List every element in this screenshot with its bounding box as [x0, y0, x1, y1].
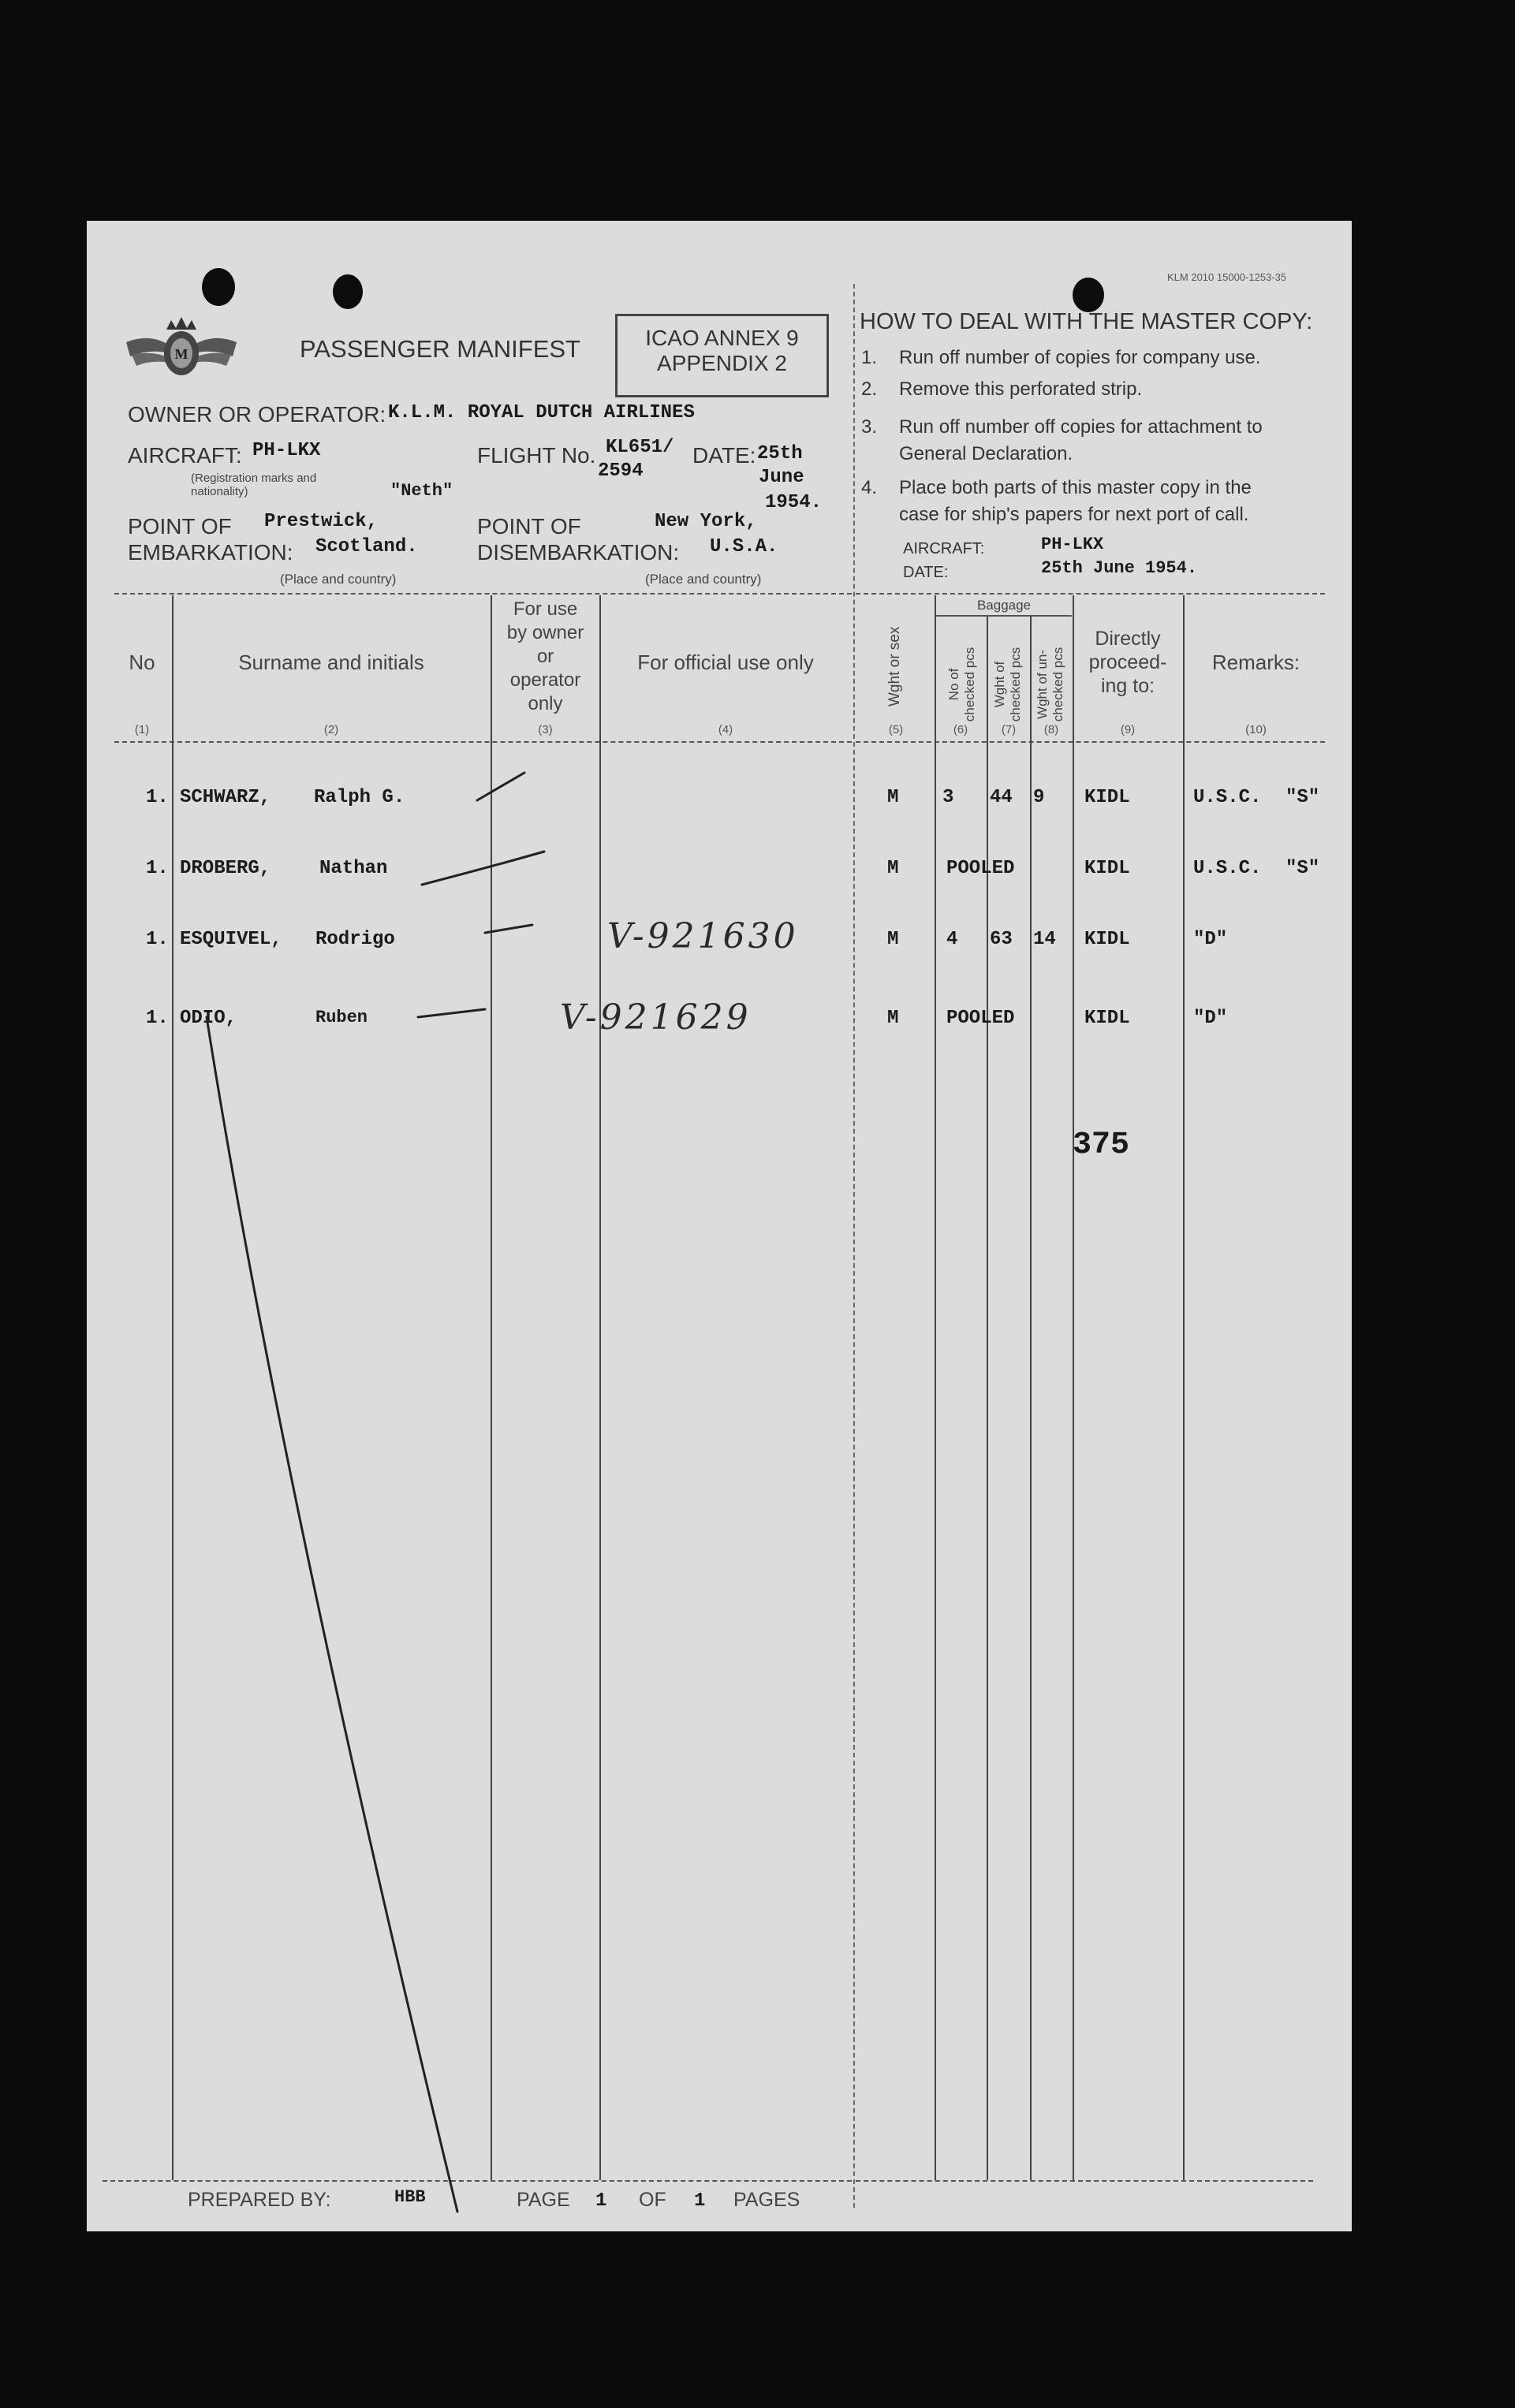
col-num: (2) [323, 723, 339, 736]
row-initials: Ruben [315, 1008, 368, 1027]
row-dest: KIDL [1084, 929, 1130, 950]
disembark-label2: DISEMBARKATION: [477, 540, 680, 565]
row-sex: M [887, 858, 899, 879]
embark-value1: Prestwick, [264, 511, 379, 532]
col-name-header: Surname and initials [238, 650, 424, 674]
pen-strokes [87, 221, 1352, 2231]
aircraft-value: PH-LKX [252, 440, 321, 461]
form-title: PASSENGER MANIFEST [300, 335, 580, 363]
of-label: OF [639, 2189, 666, 2211]
row-sex: M [887, 1008, 899, 1029]
col-wght-checked-header: Wght of checked pcs [992, 647, 1023, 722]
owner-value: K.L.M. ROYAL DUTCH AIRLINES [388, 402, 695, 423]
flight-value1: KL651/ [606, 437, 674, 458]
date-label: DATE: [692, 443, 756, 468]
flight-label: FLIGHT No. [477, 443, 596, 468]
col-num: (3) [538, 723, 553, 736]
col-weight-sex-header: Wght or sex [886, 626, 903, 706]
embark-note: (Place and country) [280, 572, 397, 587]
row-dest: KIDL [1084, 1008, 1130, 1029]
date-value3: 1954. [765, 492, 823, 513]
row-dest: KIDL [1084, 858, 1130, 879]
row-remark-2: "S" [1286, 787, 1320, 808]
row-remark: "D" [1193, 1008, 1228, 1029]
col-num: (6) [953, 723, 968, 736]
row-official-number: V-921630 [607, 916, 799, 956]
row-wght: 44 [990, 787, 1013, 808]
aircraft-note: (Registration marks and nationality) [191, 472, 317, 498]
instr-date-value: 25th June 1954. [1041, 558, 1198, 578]
instr-date-label: DATE: [903, 564, 949, 581]
row-pcs: 3 [942, 787, 954, 808]
instruction-3-line2: General Declaration. [899, 443, 1073, 464]
row-surname: DROBERG, [180, 858, 271, 879]
embark-value2: Scotland. [315, 536, 418, 557]
col-no-header: No [129, 650, 155, 674]
disembark-label1: POINT OF [477, 514, 581, 539]
col-num: (9) [1120, 723, 1136, 736]
instruction-3-line1: Run off number off copies for attachment to [899, 416, 1263, 438]
disembark-value2: U.S.A. [710, 536, 778, 557]
row-remark-2: "S" [1286, 858, 1320, 879]
col-directly-header: Directly proceed- ing to: [1088, 628, 1167, 697]
page-label: PAGE [517, 2189, 570, 2211]
row-wght: 63 [990, 929, 1013, 950]
row-pcs: POOLED [946, 1008, 1015, 1029]
instruction-num-4: 4. [861, 477, 878, 498]
row-no: 1. [146, 858, 169, 879]
row-initials: Ralph G. [314, 787, 405, 808]
row-initials: Rodrigo [315, 929, 395, 950]
icao-line2: APPENDIX 2 [657, 351, 787, 375]
row-official-number: V-921629 [560, 997, 752, 1038]
manifest-page [87, 221, 1352, 2231]
col-num: (7) [1001, 723, 1017, 736]
aircraft-name: "Neth" [390, 481, 453, 501]
row-remark: U.S.C. [1193, 858, 1262, 879]
row-surname: SCHWARZ, [180, 787, 271, 808]
col-num: (1) [134, 723, 150, 736]
row-dest: KIDL [1084, 787, 1130, 808]
instruction-1-line1: Run off number of copies for company use. [899, 347, 1261, 368]
prepared-value: HBB [394, 2187, 426, 2207]
date-value1: 25th [757, 443, 803, 464]
page-value: 1 [595, 2190, 607, 2212]
col-num: (4) [718, 723, 733, 736]
instructions-title: HOW TO DEAL WITH THE MASTER COPY: [860, 309, 1313, 334]
embark-label1: POINT OF [128, 514, 232, 539]
instruction-4-line2: case for ship's papers for next port of call. [899, 504, 1249, 525]
icao-line1: ICAO ANNEX 9 [645, 326, 799, 350]
row-sex: M [887, 787, 899, 808]
disembark-note: (Place and country) [645, 572, 762, 587]
row-unchecked: 9 [1033, 787, 1045, 808]
instruction-2-line1: Remove this perforated strip. [899, 378, 1143, 400]
instruction-num-3: 3. [861, 416, 878, 438]
prepared-label: PREPARED BY: [188, 2189, 331, 2211]
owner-label: OWNER OR OPERATOR: [128, 402, 386, 427]
row-remark: U.S.C. [1193, 787, 1262, 808]
instr-aircraft-label: AIRCRAFT: [903, 540, 985, 557]
row-no: 1. [146, 929, 169, 950]
col-official-header: For official use only [637, 650, 814, 674]
row-initials: Nathan [319, 858, 388, 879]
instr-aircraft-value: PH-LKX [1041, 535, 1104, 554]
col-baggage-header: Baggage [976, 598, 1032, 613]
instruction-num-1: 1. [861, 347, 878, 368]
of-value: 1 [694, 2190, 706, 2212]
form-code: KLM 2010 15000-1253-35 [1167, 271, 1287, 283]
col-wght-unchecked-header: Wght of un- checked pcs [1035, 647, 1065, 722]
disembark-value1: New York, [655, 511, 757, 532]
flight-value2: 2594 [598, 460, 644, 482]
row-sex: M [887, 929, 899, 950]
row-surname: ESQUIVEL, [180, 929, 282, 950]
row-no: 1. [146, 787, 169, 808]
date-value2: June [759, 467, 804, 488]
col-num: (8) [1043, 723, 1059, 736]
row-no: 1. [146, 1008, 169, 1029]
embark-label2: EMBARKATION: [128, 540, 293, 565]
instruction-num-2: 2. [861, 378, 878, 400]
aircraft-label: AIRCRAFT: [128, 443, 242, 468]
pages-label: PAGES [733, 2189, 800, 2211]
col-num: (10) [1245, 723, 1267, 736]
row-surname: ODIO, [180, 1008, 237, 1029]
total-count: 375 [1073, 1128, 1130, 1163]
svg-text:M: M [174, 346, 188, 362]
row-pcs: 4 [946, 929, 958, 950]
row-remark: "D" [1193, 929, 1228, 950]
col-remarks-header: Remarks: [1211, 650, 1300, 674]
col-num: (5) [888, 723, 904, 736]
row-pcs: POOLED [946, 858, 1015, 879]
col-owner-use-header: For use by owner or operator only [506, 598, 584, 714]
instruction-4-line1: Place both parts of this master copy in the [899, 477, 1252, 498]
row-unchecked: 14 [1033, 929, 1056, 950]
col-checked-pcs-header: No of checked pcs [946, 647, 977, 722]
